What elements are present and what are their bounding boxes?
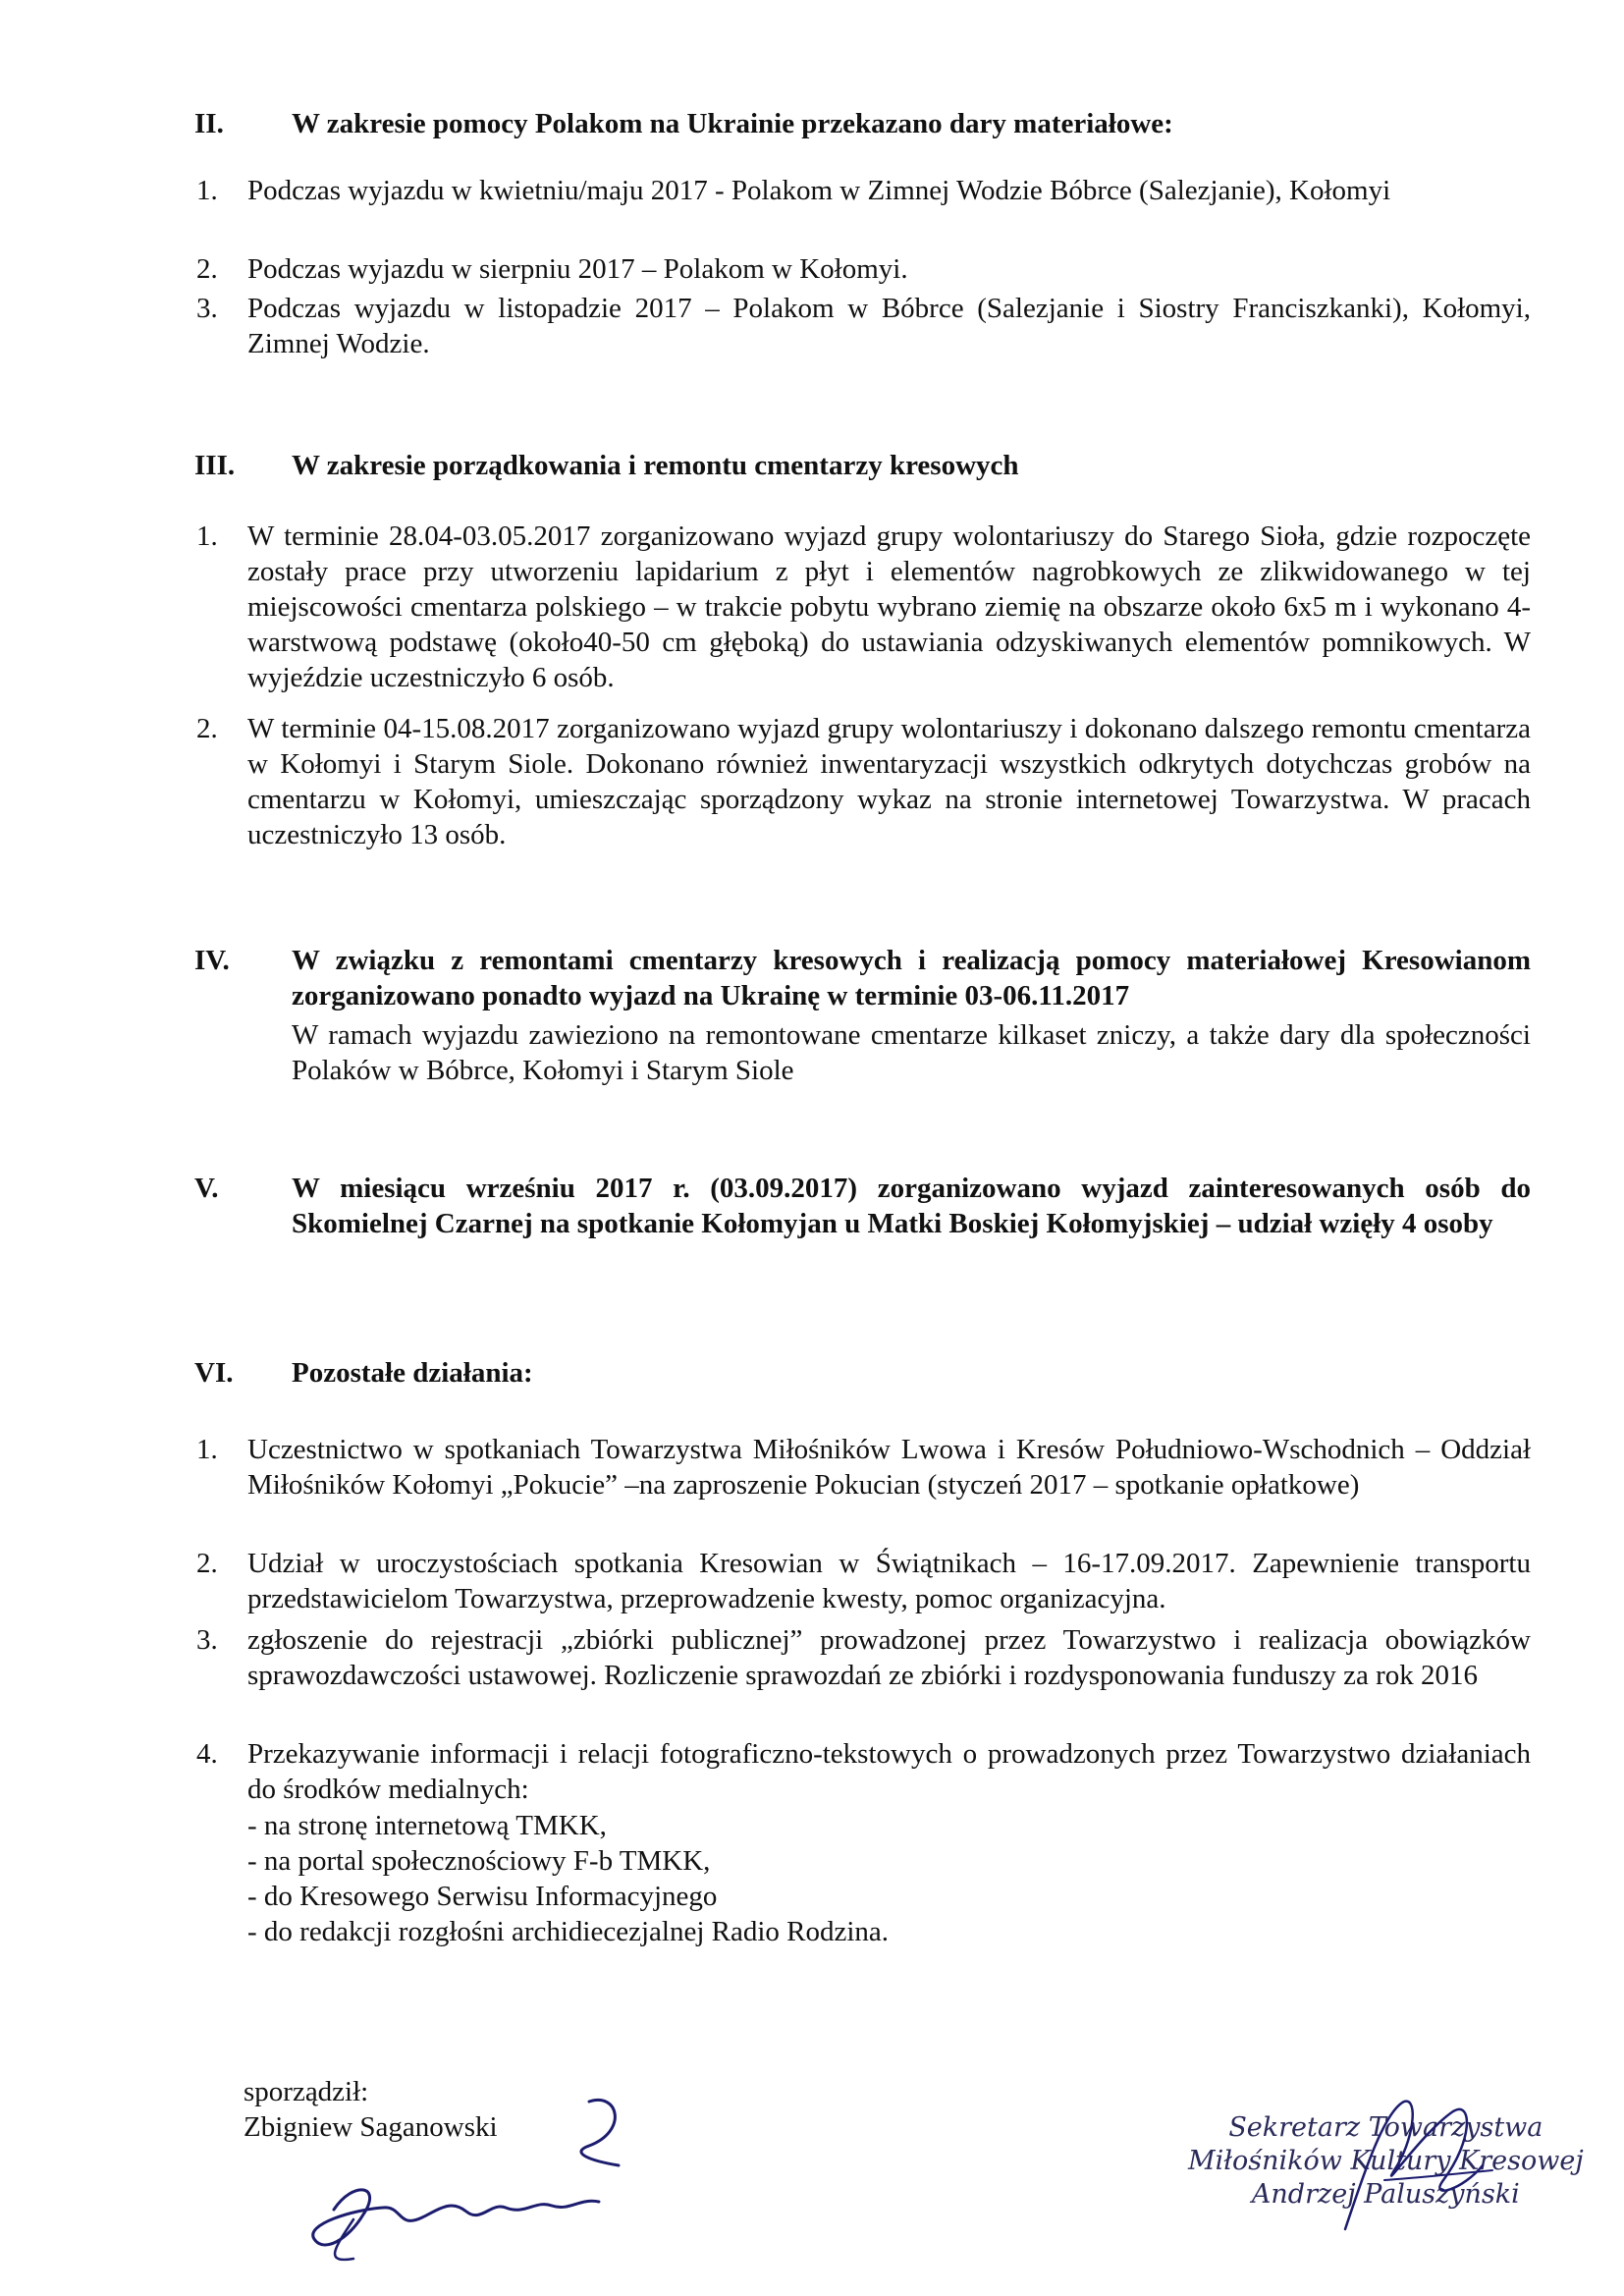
section-number: II. <box>194 108 224 139</box>
item-number: 3. <box>196 293 218 324</box>
media-subitem: - do redakcji rozgłośni archidiecezjalnej Radio Rodzina. <box>247 1916 890 1947</box>
section-body: W ramach wyjazdu zawieziono na remontowane cmentarze kilkaset zniczy, a także dary dla społeczności Polaków w Bóbrce, Kołomyi i Starym Siole <box>292 1019 1531 1086</box>
handwritten-signature-right <box>1326 2072 1522 2259</box>
media-subitem: - na stronę internetową TMKK, <box>247 1810 607 1841</box>
media-subitem: - do Kresowego Serwisu Informacyjnego <box>247 1881 718 1912</box>
stamp-line: Sekretarz Towarzystwa <box>1228 2112 1543 2143</box>
section-title: W zakresie porządkowania i remontu cmentarzy kresowych <box>292 450 1019 481</box>
item-text: W terminie 28.04-03.05.2017 zorganizowano wyjazd grupy wolontariuszy do Starego Sioła, gdzie rozpoczęte zostały prace przy utworzeniu lapidarium z płyt i elementów nagrobkowych ze zlikwidowanego w tej miejscowości cmentarza polskiego – w trakcie pobytu wybrano ziemię na obszarze około 6x5 m i wykonano 4-warstwową podstawę (około40-50 cm głęboką) do ustawiania odzyskiwanych elementów pomnikowych. W wyjeździe uczestniczyło 6 osób. <box>247 520 1531 693</box>
item-text: Podczas wyjazdu w kwietniu/maju 2017 - Polakom w Zimnej Wodzie Bóbrce (Salezjanie), Kołomyi <box>247 175 1391 206</box>
media-subitem: - na portal społecznościowy F-b TMKK, <box>247 1845 711 1877</box>
item-number: 1. <box>196 1434 218 1465</box>
section-number: V. <box>194 1173 219 1204</box>
item-number: 3. <box>196 1624 218 1656</box>
item-text: Uczestnictwo w spotkaniach Towarzystwa Miłośników Lwowa i Kresów Południowo-Wschodnich – Oddział Miłośników Kołomyi „Pokucie” –na zaproszenie Pokucian (styczeń 2017 – spotkanie opłatkowe) <box>247 1434 1531 1501</box>
stamp-line: Andrzej Paluszyński <box>1251 2179 1520 2210</box>
section-title: Pozostałe działania: <box>292 1357 533 1389</box>
section-number: VI. <box>194 1357 234 1389</box>
item-number: 4. <box>196 1738 218 1770</box>
prepared-by-label: sporządził: <box>244 2076 369 2107</box>
item-text: Podczas wyjazdu w sierpniu 2017 – Polakom w Kołomyi. <box>247 253 908 285</box>
item-number: 1. <box>196 175 218 206</box>
item-number: 2. <box>196 713 218 744</box>
handwritten-signature-left <box>295 2092 648 2269</box>
stamp-line: Miłośników Kultury Kresowej <box>1188 2146 1584 2176</box>
author-name: Zbigniew Saganowski <box>244 2111 498 2143</box>
item-text: W terminie 04-15.08.2017 zorganizowano wyjazd grupy wolontariuszy i dokonano dalszego remontu cmentarza w Kołomyi i Starym Siole. Dokonano również inwentaryzacji wszystkich odkrytych dotychczas grobów na cmentarzu w Kołomyi, umieszczając sporządzony wykaz na stronie internetowej Towarzystwa. W pracach uczestniczyło 13 osób. <box>247 713 1531 850</box>
section-number: III. <box>194 450 236 481</box>
item-text: Udział w uroczystościach spotkania Kresowian w Świątnikach – 16-17.09.2017. Zapewnienie transportu przedstawicielom Towarzystwa, przeprowadzenie kwesty, pomoc organizacyjna. <box>247 1548 1531 1614</box>
section-title: W zakresie pomocy Polakom na Ukrainie przekazano dary materiałowe: <box>292 108 1173 139</box>
section-title: W miesiącu wrześniu 2017 r. (03.09.2017) zorganizowano wyjazd zainteresowanych osób do Skomielnej Czarnej na spotkanie Kołomyjan u Matki Boskiej Kołomyjskiej – udział wzięły 4 osoby <box>292 1173 1531 1239</box>
item-number: 2. <box>196 1548 218 1579</box>
section-title: W związku z remontami cmentarzy kresowych i realizacją pomocy materiałowej Kresowianom zorganizowano ponadto wyjazd na Ukrainę w terminie 03-06.11.2017 <box>292 945 1531 1011</box>
item-number: 2. <box>196 253 218 285</box>
item-text: Przekazywanie informacji i relacji fotograficzno-tekstowych o prowadzonych przez Towarzystwo działaniach do środków medialnych: <box>247 1738 1531 1805</box>
item-number: 1. <box>196 520 218 552</box>
item-text: zgłoszenie do rejestracji „zbiórki publicznej” prowadzonej przez Towarzystwo i realizacja obowiązków sprawozdawczości ustawowej. Rozliczenie sprawozdań ze zbiórki i rozdysponowania funduszy za rok 2016 <box>247 1624 1531 1691</box>
section-number: IV. <box>194 945 230 976</box>
item-text: Podczas wyjazdu w listopadzie 2017 – Polakom w Bóbrce (Salezjanie i Siostry Franciszkanki), Kołomyi, Zimnej Wodzie. <box>247 293 1531 359</box>
